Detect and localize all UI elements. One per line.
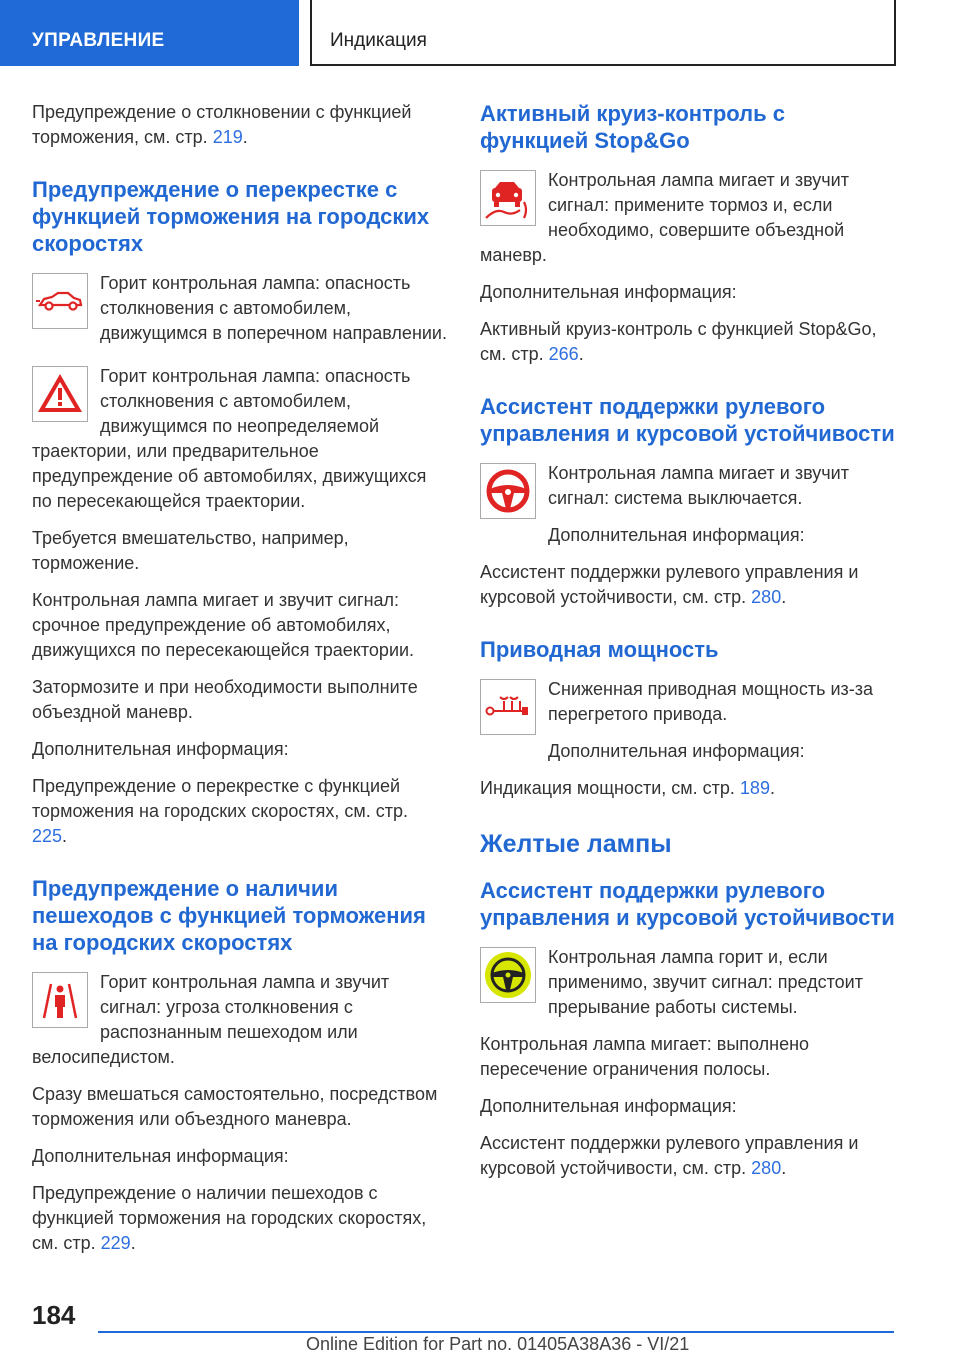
page-number: 184 (32, 1300, 76, 1330)
right-column (480, 100, 896, 1193)
paragraph-reference-pedestrian: Предупреждение о наличии пешеходов с функцией торможения на городских скоростях, см. стр. 229. (32, 1183, 427, 1253)
paragraph-reference-steering: Ассистент поддержки рулевого управления и курсовой устойчивости, см. стр. 280. (480, 562, 859, 607)
indicator-drive-power-text: Сниженная приводная мощность из-за перегретого привода. (548, 679, 874, 724)
chapter-header (310, 0, 896, 66)
paragraph-more-info-acc: Дополнительная информация: (480, 282, 737, 302)
paragraph-reference-steering-2: Ассистент поддержки рулевого управления и курсовой устойчивости, см. стр. 280. (480, 1133, 859, 1178)
paragraph-pedestrian-action: Сразу вмешаться самостоятельно, посредством торможения или объездного маневра. (32, 1084, 438, 1129)
indicator-crossing-car (32, 271, 448, 358)
page-link-280[interactable]: 280 (751, 587, 782, 607)
indicator-crossing-car-text: Горит контрольная лампа: опасность столкновения с автомобилем, движущимся в поперечном направлении. (100, 273, 447, 343)
heading-yellow-lamps: Желтые лампы (480, 830, 672, 858)
heading-steering-assist: Ассистент поддержки рулевого управления и курсовой устойчивости (480, 394, 895, 446)
paragraph-more-info: Дополнительная информация: (32, 739, 289, 759)
paragraph-reference-crossing: Предупреждение о перекрестке с функцией торможения на городских скоростях, см. стр. 225. (32, 776, 408, 846)
indicator-steering-yellow-text: Контрольная лампа горит и, если применимо, звучит сигнал: предстоит прерывание работы системы. (548, 947, 863, 1017)
indicator-drive-power (480, 677, 896, 776)
indicator-acc-text: Контрольная лампа мигает и звучит сигнал: примените тормоз и, если необходимо, совершите объездной маневр. (480, 170, 849, 265)
indicator-pedestrian-text: Горит контрольная лампа и звучит сигнал: угроза столкновения с распознанным пешеходом или велосипедистом. (32, 972, 390, 1067)
paragraph-intervention: Требуется вмешательство, например, торможение. (32, 528, 349, 573)
indicator-steering-red (480, 461, 896, 560)
indicator-steering-red-more: Дополнительная информация: (548, 525, 805, 545)
page-link-229[interactable]: 229 (100, 1233, 131, 1253)
heading-pedestrian-warning: Предупреждение о наличии пешеходов с функцией торможения на городских скоростях (32, 876, 426, 955)
steering-wheel-yellow-icon (480, 947, 536, 1003)
pedestrian-warning-icon (32, 972, 88, 1028)
paragraph-reference-power: Индикация мощности, см. стр. 189. (480, 778, 775, 798)
page-link-266[interactable]: 266 (548, 344, 579, 364)
paragraph-lane-crossing: Контрольная лампа мигает: выполнено пересечение ограничения полосы. (480, 1034, 810, 1079)
section-tab (0, 0, 299, 66)
intro-paragraph: Предупреждение о столкновении с функцией торможения, см. стр. 219. (32, 102, 412, 147)
heading-acc-stopgo: Активный круиз-контроль с функцией Stop&Go (480, 101, 786, 153)
crossing-car-icon (32, 273, 88, 329)
indicator-drive-power-more: Дополнительная информация: (548, 741, 805, 761)
page-link-219[interactable]: 219 (212, 127, 243, 147)
heading-crossing-warning: Предупреждение о перекрестке с функцией торможения на городских скоростях (32, 177, 430, 256)
footer-edition: Online Edition for Part no. 01405A38A36 - VI/21 (306, 1334, 690, 1354)
indicator-triangle (32, 364, 448, 526)
section-title: УПРАВЛЕНИЕ (32, 30, 165, 51)
heading-drive-power: Приводная мощность (480, 637, 719, 662)
heading-steering-assist-yellow: Ассистент поддержки рулевого управления и курсовой устойчивости (480, 878, 895, 930)
drive-power-icon (480, 679, 536, 735)
steering-wheel-red-icon (480, 463, 536, 519)
indicator-steering-yellow (480, 945, 896, 1032)
paragraph-more-info-lane: Дополнительная информация: (480, 1096, 737, 1116)
paragraph-blink-warning: Контрольная лампа мигает и звучит сигнал: срочное предупреждение об автомобилях, движущихся по пересекающейся траектории. (32, 590, 415, 660)
page-link-189[interactable]: 189 (739, 778, 770, 798)
page-link-280-2[interactable]: 280 (751, 1158, 782, 1178)
chapter-title: Индикация (330, 30, 427, 51)
indicator-triangle-text: Горит контрольная лампа: опасность столкновения с автомобилем, движущимся по неопределяемой траектории, или предварительное предупреждение об автомобилях, движущихся по пересекающейся траектории. (32, 366, 427, 511)
page-link-225[interactable]: 225 (32, 826, 63, 846)
paragraph-more-info-2: Дополнительная информация: (32, 1146, 289, 1166)
left-column (32, 100, 448, 1268)
paragraph-reference-acc: Активный круиз-контроль с функцией Stop&Go, см. стр. 266. (480, 319, 877, 364)
indicator-acc (480, 168, 896, 280)
acc-brake-car-icon (480, 170, 536, 226)
footer-divider (98, 1331, 894, 1333)
indicator-pedestrian (32, 970, 448, 1082)
warning-triangle-icon (32, 366, 88, 422)
paragraph-brake: Затормозите и при необходимости выполните объездной маневр. (32, 677, 418, 722)
indicator-steering-red-text: Контрольная лампа мигает и звучит сигнал: система выключается. (548, 463, 849, 508)
